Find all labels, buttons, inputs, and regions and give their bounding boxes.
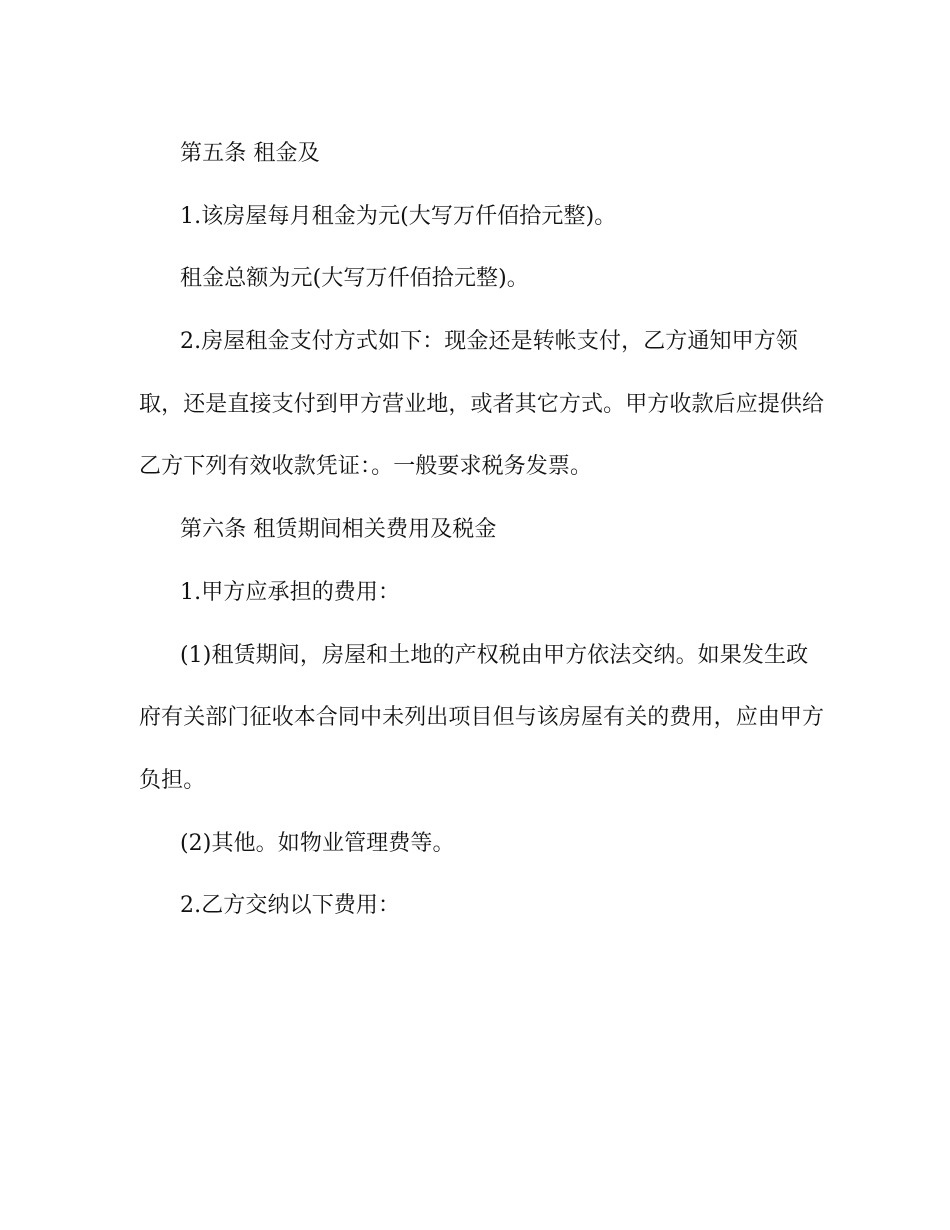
paragraph-text: 府有关部门征收本合同中未列出项目但与该房屋有关的费用，应由甲方 [139, 705, 825, 731]
paragraph-text: 1.甲方应承担的费用： [180, 579, 401, 605]
article-5-heading: 第五条 租金及 [180, 141, 320, 166]
paragraph-text: 负担。 [139, 767, 206, 793]
paragraph-text: (2)其他。如物业管理费等。 [180, 830, 455, 856]
paragraph-text: 2.房屋租金支付方式如下：现金还是转帐支付，乙方通知甲方领 [180, 329, 798, 355]
paragraph-text: 取，还是直接支付到甲方营业地，或者其它方式。甲方收款后应提供给 [139, 391, 825, 417]
paragraph-text: (1)租赁期间，房屋和土地的产权税由甲方依法交纳。如果发生政 [180, 642, 809, 668]
paragraph-text: 2.乙方交纳以下费用： [180, 893, 401, 919]
paragraph-text: 1.该房屋每月租金为元(大写万仟佰拾元整)。 [180, 203, 617, 229]
document-body [139, 136, 825, 951]
article-6-heading: 第六条 租赁期间相关费用及税金 [180, 517, 497, 543]
paragraph-text: 乙方下列有效收款凭证：。一般要求税务发票。 [139, 454, 593, 480]
paragraph-text: 租金总额为元(大写万仟佰拾元整)。 [180, 266, 529, 292]
